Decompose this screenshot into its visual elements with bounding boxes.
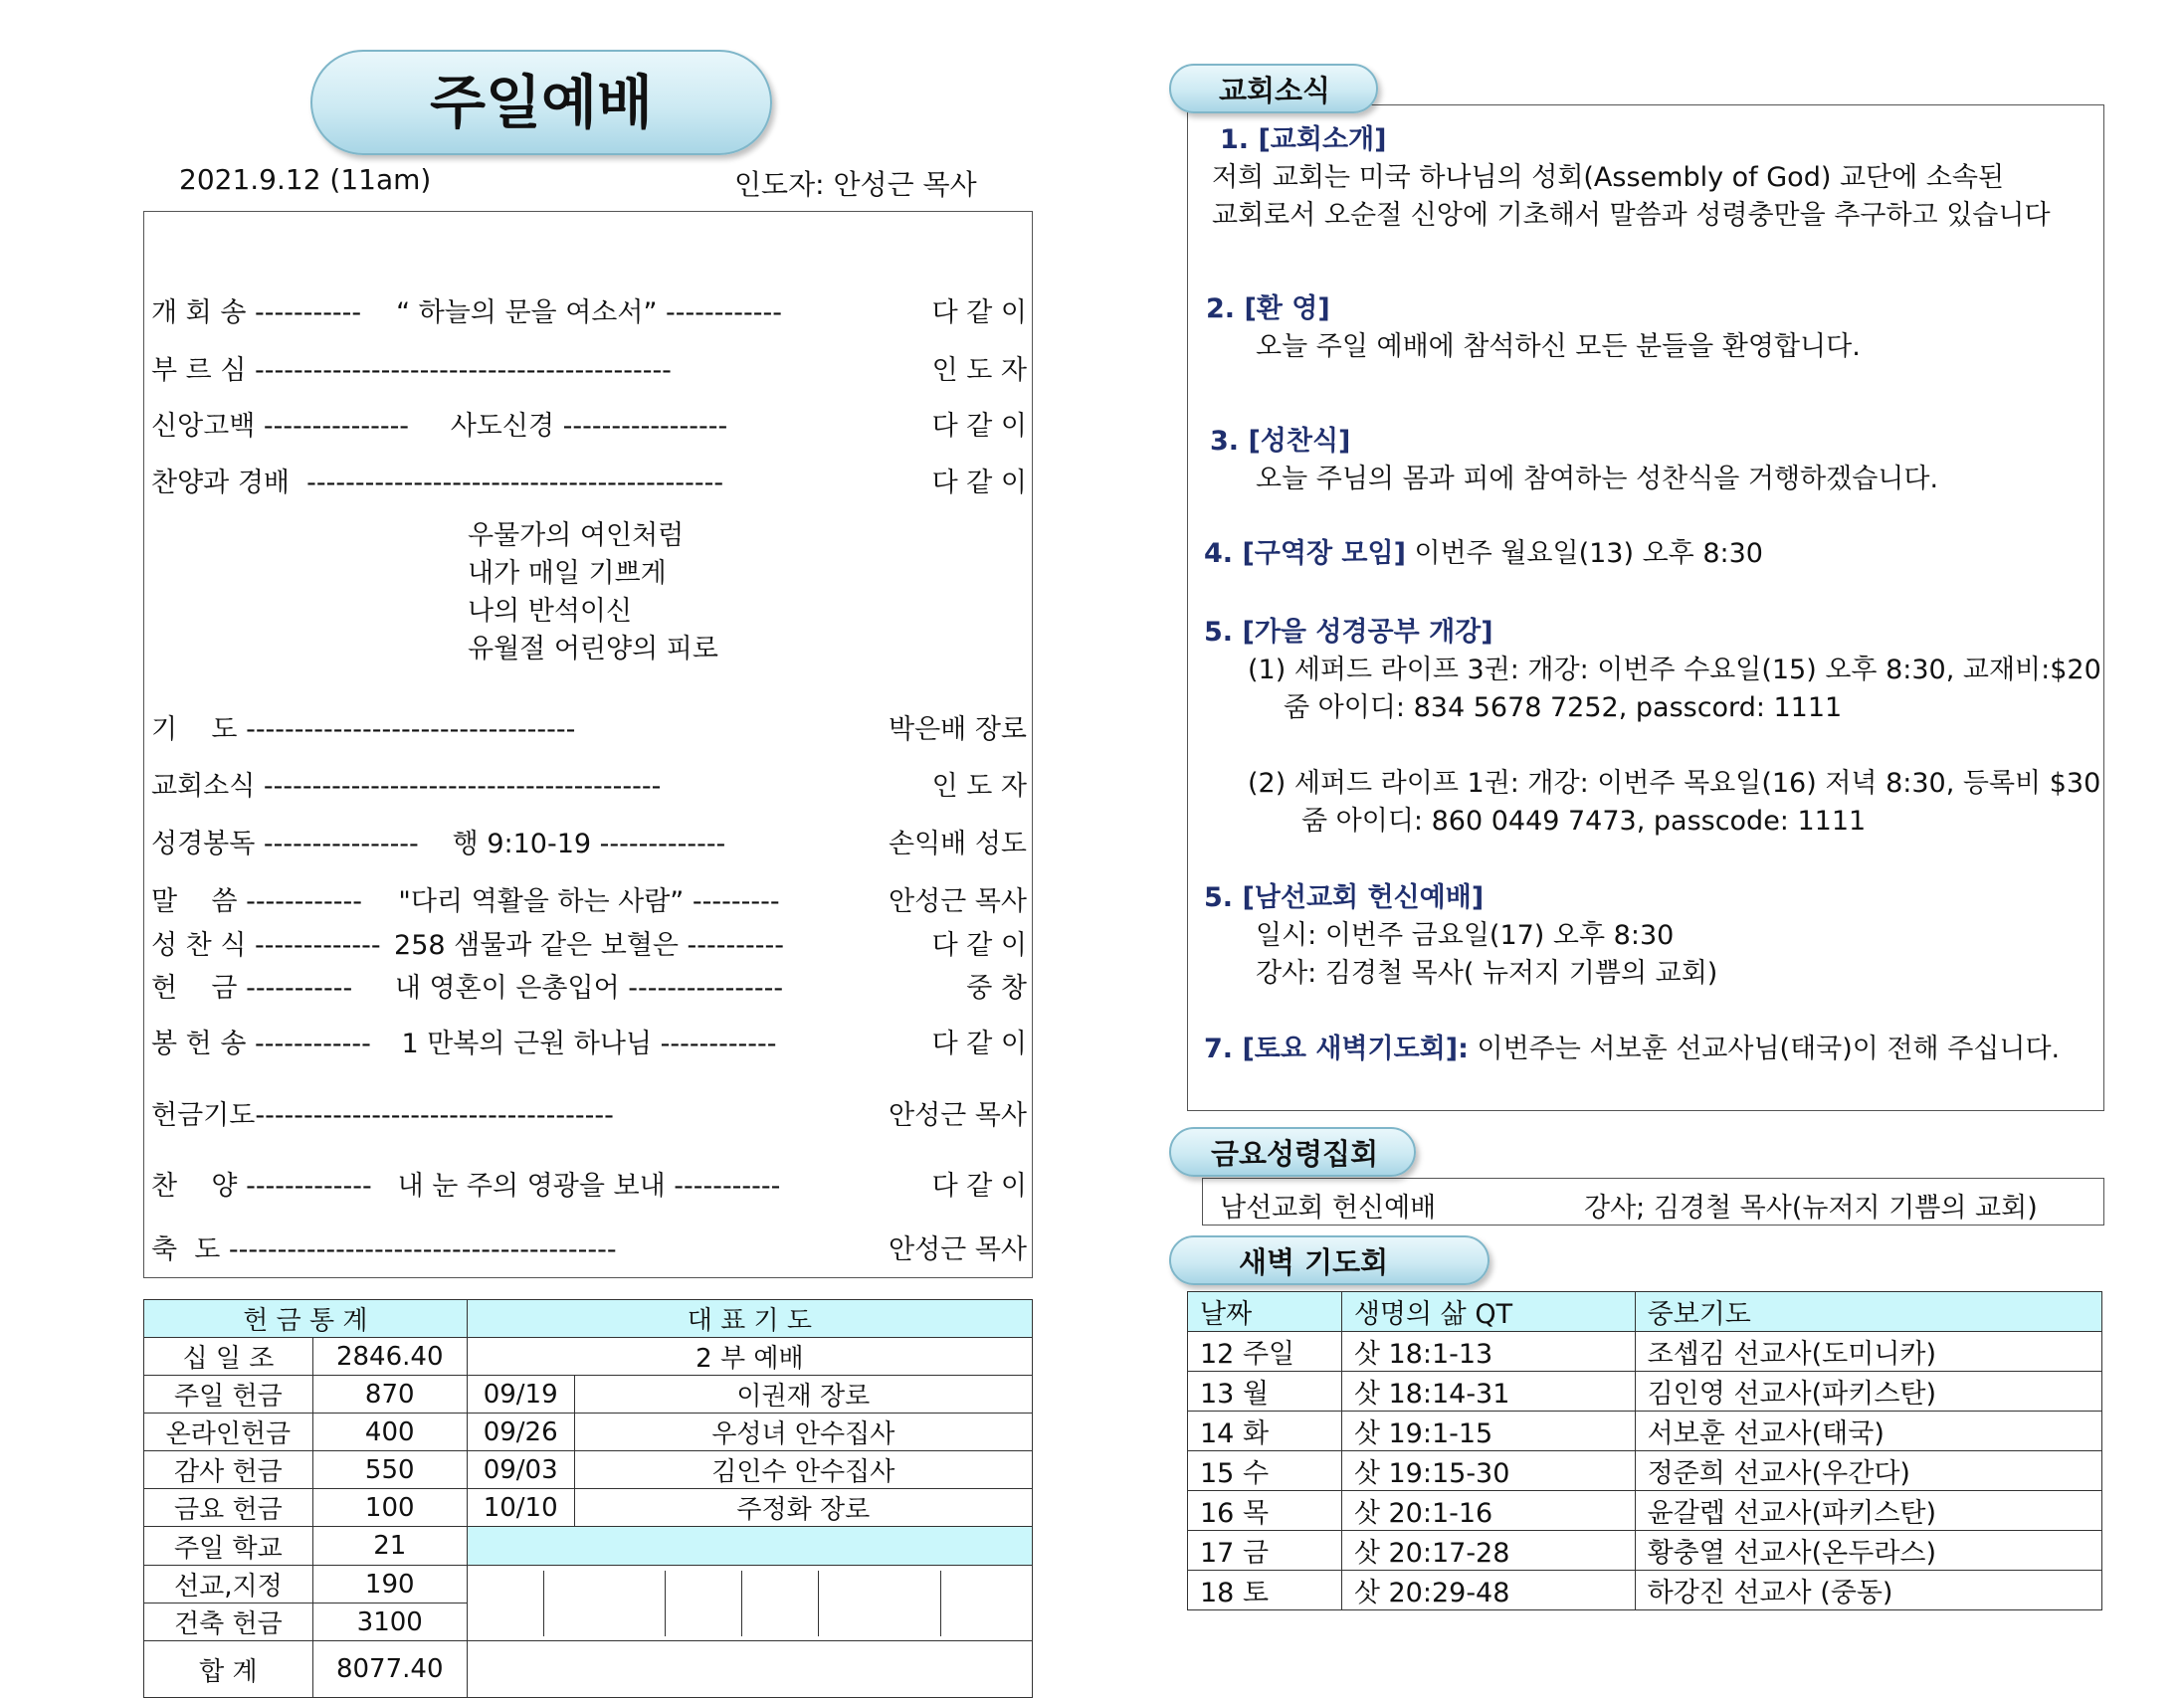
dawn-day: 17 금 — [1188, 1531, 1342, 1571]
offering-header: 헌 금 통 계 — [144, 1300, 468, 1338]
offering-total-amount: 8077.40 — [312, 1641, 467, 1698]
order-item-right: 인 도 자 — [931, 771, 1027, 802]
news-line: 오늘 주님의 몸과 피에 참여하는 성찬식을 거행하겠습니다. — [1256, 464, 1939, 494]
order-item-left: 말 씀 ------------ — [151, 886, 362, 917]
order-line — [151, 348, 1027, 386]
order-line — [151, 822, 1027, 859]
order-item-center: 1 만복의 근원 하나님 ------------ — [401, 1029, 777, 1059]
order-item-left: 헌 금 ----------- — [151, 973, 353, 1004]
offering-table — [143, 1299, 1033, 1698]
friday-speaker: 강사; 김경철 목사(뉴저지 기쁨의 교회) — [1584, 1193, 2038, 1224]
news-heading: 5. [남선교회 헌신예배] — [1204, 882, 1485, 913]
news-line: (2) 세퍼드 라이프 1권: 개강: 이번주 목요일(16) 저녁 8:30, 등록비 $30 — [1248, 768, 2101, 799]
offering-amount: 100 — [312, 1489, 467, 1527]
order-item-right: 다 같 이 — [931, 411, 1027, 442]
prayer-date: 09/03 — [467, 1451, 574, 1489]
dawn-intercession: 김인영 선교사(파키스탄) — [1635, 1372, 2101, 1412]
dawn-qt: 삿 20:29-48 — [1341, 1571, 1635, 1610]
order-line — [151, 764, 1027, 802]
dawn-row — [1188, 1491, 2102, 1531]
order-line — [151, 404, 1027, 442]
hymn-line: 내가 매일 기쁘게 — [468, 558, 667, 589]
prayer-name: 이권재 장로 — [574, 1376, 1032, 1414]
dawn-header: 중보기도 — [1635, 1292, 2101, 1332]
friday-title: 금요성령집회 — [1169, 1127, 1416, 1177]
friday-event: 남선교회 헌신예배 — [1220, 1193, 1437, 1224]
dawn-row — [1188, 1531, 2102, 1571]
dawn-qt: 삿 20:17-28 — [1341, 1531, 1635, 1571]
offering-label: 주일 학교 — [144, 1527, 313, 1566]
news-item-7 — [1204, 1031, 2060, 1068]
news-item-5 — [1204, 614, 2101, 841]
order-item-right: 다 같 이 — [931, 1171, 1027, 1202]
dawn-intercession: 조셉김 선교사(도미니카) — [1635, 1332, 2101, 1372]
prayer-header: 대 표 기 도 — [467, 1300, 1032, 1338]
order-item-right: 손익배 성도 — [889, 829, 1027, 859]
order-item-left: 성 찬 식 ------------- — [151, 930, 381, 961]
offering-amount: 550 — [312, 1451, 467, 1489]
dawn-header: 생명의 삶 QT — [1341, 1292, 1635, 1332]
order-item-left: 찬 양 ------------- — [151, 1171, 372, 1202]
news-line: 줌 아이디: 860 0449 7473, passcode: 1111 — [1301, 806, 1867, 837]
order-item-center: 258 샘물과 같은 보혈은 ---------- — [394, 930, 784, 961]
dawn-day: 15 수 — [1188, 1451, 1342, 1491]
news-line: 이번주 월요일(13) 오후 8:30 — [1405, 538, 1763, 569]
order-line — [151, 966, 1027, 1004]
order-item-right: 안성근 목사 — [889, 1234, 1027, 1265]
offering-label: 주일 헌금 — [144, 1376, 313, 1414]
order-line — [151, 461, 1027, 498]
news-line: 이번주는 서보훈 선교사님(태국)이 전해 주십니다. — [1468, 1034, 2061, 1064]
order-item-left: 찬양과 경배 ------------------------------------------- — [151, 468, 724, 498]
dawn-table — [1187, 1291, 2102, 1610]
news-line: (1) 세퍼드 라이프 3권: 개강: 이번주 수요일(15) 오후 8:30, 교재비:$20 — [1248, 655, 2101, 685]
service-title: 주일예배 — [310, 50, 772, 155]
prayer-date: 09/19 — [467, 1376, 574, 1414]
order-item-left: 교회소식 ----------------------------------------- — [151, 771, 662, 802]
offering-amount: 190 — [312, 1566, 467, 1604]
prayer-blank — [467, 1641, 1032, 1698]
order-line — [151, 1093, 1027, 1131]
offering-label: 감사 헌금 — [144, 1451, 313, 1489]
order-item-left: 헌금기도------------------------------------- — [151, 1100, 614, 1131]
dawn-qt: 삿 19:1-15 — [1341, 1412, 1635, 1451]
order-item-right: 안성근 목사 — [889, 1100, 1027, 1131]
prayer-name: 우성녀 안수집사 — [574, 1414, 1032, 1451]
order-line — [151, 1164, 1027, 1202]
dawn-row — [1188, 1412, 2102, 1451]
hymn-lyrics — [468, 517, 718, 668]
offering-amount: 21 — [312, 1527, 467, 1566]
offering-label: 건축 헌금 — [144, 1604, 313, 1641]
order-item-left: 부 르 심 ------------------------------------------- — [151, 355, 672, 386]
prayer-date: 10/10 — [467, 1489, 574, 1527]
news-line: 줌 아이디: 834 5678 7252, passcord: 1111 — [1284, 692, 1843, 723]
order-item-center: 행 9:10-19 ------------- — [452, 829, 726, 859]
order-item-right: 다 같 이 — [931, 468, 1027, 498]
offering-total-label: 합 계 — [144, 1641, 313, 1698]
order-item-right: 중 창 — [966, 973, 1027, 1004]
news-item-2 — [1206, 290, 1861, 366]
dawn-row — [1188, 1332, 2102, 1372]
news-heading: 1. [교회소개] — [1220, 124, 1387, 155]
offering-amount: 3100 — [312, 1604, 467, 1641]
dawn-qt: 삿 18:1-13 — [1341, 1332, 1635, 1372]
news-item-4 — [1204, 535, 1763, 573]
order-item-left: 성경봉독 ---------------- — [151, 829, 419, 859]
dawn-qt: 삿 20:1-16 — [1341, 1491, 1635, 1531]
order-item-center: "다리 역활을 하는 사람” --------- — [398, 886, 780, 917]
news-heading: 4. [구역장 모임] — [1204, 538, 1406, 569]
dawn-header: 날짜 — [1188, 1292, 1342, 1332]
offering-label: 온라인헌금 — [144, 1414, 313, 1451]
order-item-center: 내 영혼이 은총입어 ---------------- — [394, 973, 784, 1004]
offering-label: 선교,지정 — [144, 1566, 313, 1604]
news-heading: 7. [토요 새벽기도회]: — [1204, 1034, 1469, 1064]
prayer-blank-highlight — [467, 1527, 1032, 1566]
offering-label: 금요 헌금 — [144, 1489, 313, 1527]
dawn-intercession: 하강진 선교사 (중동) — [1635, 1571, 2101, 1610]
dawn-day: 14 화 — [1188, 1412, 1342, 1451]
dawn-intercession: 황충열 선교사(온두라스) — [1635, 1531, 2101, 1571]
hymn-line: 우물가의 여인처럼 — [468, 520, 685, 551]
order-item-right: 다 같 이 — [931, 1029, 1027, 1059]
prayer-name: 주정화 장로 — [574, 1489, 1032, 1527]
order-item-center: “ 하늘의 문을 여소서” ------------ — [396, 297, 782, 328]
news-heading: 2. [환 영] — [1206, 293, 1330, 324]
order-item-left: 기 도 ---------------------------------- — [151, 714, 576, 745]
order-item-right: 박은배 장로 — [889, 714, 1027, 745]
news-line: 일시: 이번주 금요일(17) 오후 8:30 — [1256, 920, 1675, 951]
order-item-right: 다 같 이 — [931, 930, 1027, 961]
dawn-row — [1188, 1451, 2102, 1491]
service-leader: 인도자: 안성근 목사 — [734, 168, 977, 201]
order-line — [151, 879, 1027, 917]
offering-label: 십 일 조 — [144, 1338, 313, 1376]
dawn-row — [1188, 1372, 2102, 1412]
service-date: 2021.9.12 (11am) — [179, 163, 432, 196]
news-item-1 — [1212, 121, 2051, 235]
order-line — [151, 290, 1027, 328]
order-item-center: 내 눈 주의 영광을 보내 ----------- — [397, 1171, 781, 1202]
news-heading: 5. [가을 성경공부 개강] — [1204, 617, 1493, 648]
news-title: 교회소식 — [1169, 64, 1378, 113]
dawn-day: 12 주일 — [1188, 1332, 1342, 1372]
order-item-left: 개 회 송 ----------- — [151, 297, 362, 328]
order-item-left: 봉 헌 송 ------------ — [151, 1029, 371, 1059]
news-heading: 3. [성찬식] — [1210, 426, 1351, 457]
dawn-intercession: 서보훈 선교사(태국) — [1635, 1412, 2101, 1451]
news-line: 저희 교회는 미국 하나님의 성회(Assembly of God) 교단에 소속된 — [1212, 162, 2005, 193]
order-item-left: 신앙고백 --------------- — [151, 411, 410, 442]
dawn-day: 16 목 — [1188, 1491, 1342, 1531]
order-line — [151, 1227, 1027, 1265]
dawn-day: 13 월 — [1188, 1372, 1342, 1412]
dawn-title: 새벽 기도회 — [1169, 1235, 1489, 1285]
order-divider — [143, 1277, 1033, 1278]
order-line — [151, 923, 1027, 961]
offering-amount: 870 — [312, 1376, 467, 1414]
prayer-date: 09/26 — [467, 1414, 574, 1451]
news-line: 교회로서 오순절 신앙에 기초해서 말씀과 성령충만을 추구하고 있습니다 — [1212, 200, 2051, 231]
order-item-center: 사도신경 ----------------- — [450, 411, 728, 442]
offering-amount: 2846.40 — [312, 1338, 467, 1376]
dawn-day: 18 토 — [1188, 1571, 1342, 1610]
news-line: 강사: 김경철 목사( 뉴저지 기쁨의 교회) — [1256, 958, 1718, 989]
dawn-intercession: 윤갈렙 선교사(파키스탄) — [1635, 1491, 2101, 1531]
order-item-left: 축 도 ---------------------------------------- — [151, 1234, 617, 1265]
offering-amount: 400 — [312, 1414, 467, 1451]
dawn-intercession: 정준희 선교사(우간다) — [1635, 1451, 2101, 1491]
order-item-right: 안성근 목사 — [889, 886, 1027, 917]
order-item-right: 인 도 자 — [931, 355, 1027, 386]
prayer-service: 2 부 예배 — [467, 1338, 1032, 1376]
dawn-qt: 삿 18:14-31 — [1341, 1372, 1635, 1412]
dawn-qt: 삿 19:15-30 — [1341, 1451, 1635, 1491]
prayer-name: 김인수 안수집사 — [574, 1451, 1032, 1489]
order-item-right: 다 같 이 — [931, 297, 1027, 328]
hymn-line: 나의 반석이신 — [468, 596, 633, 627]
order-line — [151, 1022, 1027, 1059]
order-line — [151, 707, 1027, 745]
news-item-3 — [1210, 423, 1938, 498]
dawn-row — [1188, 1571, 2102, 1610]
news-item-6 — [1204, 879, 1717, 993]
news-line: 오늘 주일 예배에 참석하신 모든 분들을 환영합니다. — [1256, 331, 1861, 362]
prayer-blank-grid — [467, 1566, 1032, 1641]
hymn-line: 유월절 어린양의 피로 — [468, 634, 718, 664]
